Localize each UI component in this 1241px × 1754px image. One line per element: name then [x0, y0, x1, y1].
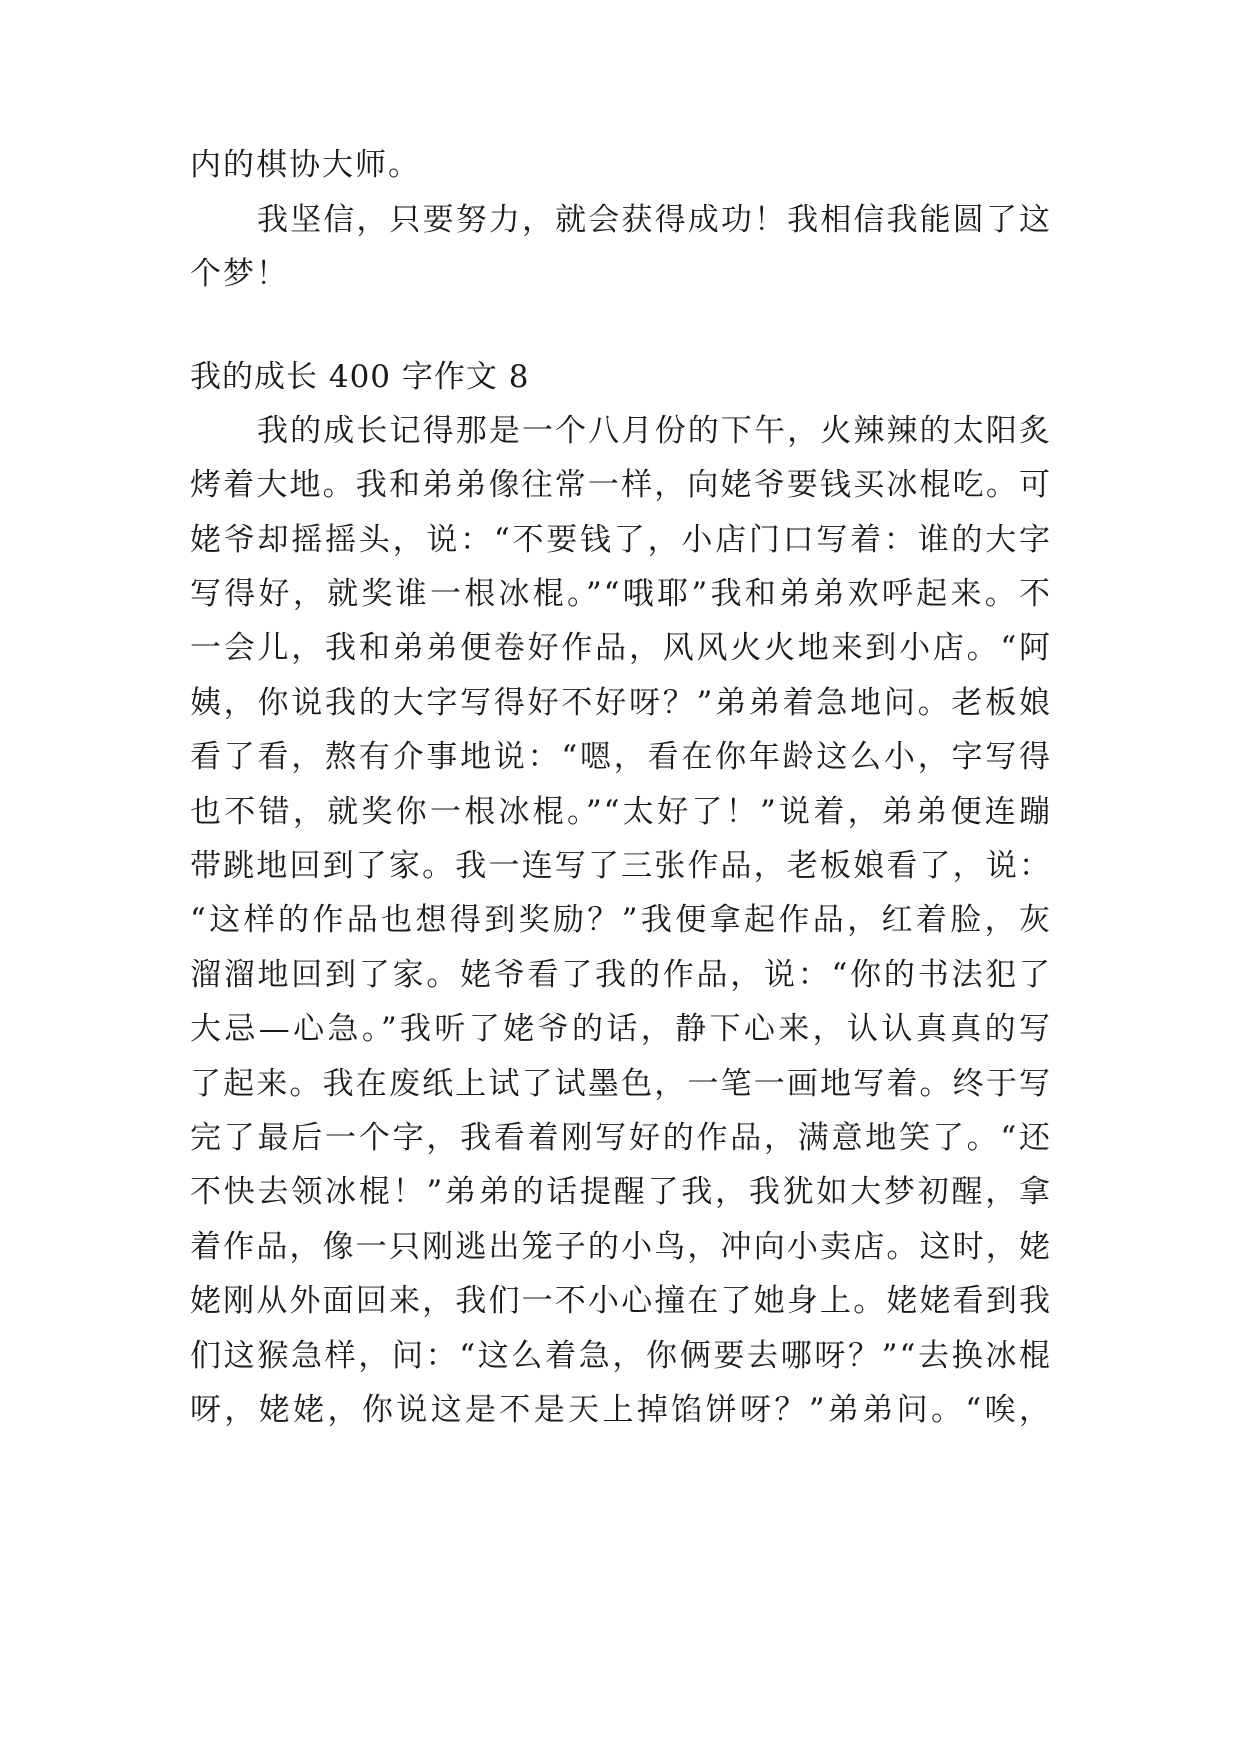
essay-line: 也不错，就奖你一根冰棍。”“太好了！”说着，弟弟便连蹦 — [190, 794, 1052, 830]
essay-line: 溜溜地回到了家。姥爷看了我的作品，说：“你的书法犯了 — [190, 957, 1052, 993]
essay-line: 姥爷却摇摇头，说：“不要钱了，小店门口写着：谁的大字 — [190, 522, 1052, 558]
essay-line: 完了最后一个字，我看着刚写好的作品，满意地笑了。“还 — [190, 1120, 1052, 1156]
essay-line: 我的成长记得那是一个八月份的下午，火辣辣的太阳炙 — [257, 413, 1052, 449]
prev-paragraph-line: 个梦！ — [190, 256, 289, 292]
essay-line: 烤着大地。我和弟弟像往常一样，向姥爷要钱买冰棍吃。可 — [190, 467, 1052, 503]
prev-paragraph-line: 我坚信，只要努力，就会获得成功！我相信我能圆了这 — [257, 202, 1052, 238]
essay-line: 们这猴急样，问：“这么着急，你俩要去哪呀？”“去换冰棍 — [190, 1338, 1052, 1374]
essay-line: 不快去领冰棍！”弟弟的话提醒了我，我犹如大梦初醒，拿 — [190, 1174, 1052, 1210]
essay-line: 看了看，熬有介事地说：“嗯，看在你年龄这么小，字写得 — [190, 739, 1052, 775]
essay-line: 姥刚从外面回来，我们一不小心撞在了她身上。姥姥看到我 — [190, 1283, 1052, 1319]
essay-line: “这样的作品也想得到奖励？”我便拿起作品，红着脸，灰 — [190, 902, 1052, 938]
essay-line: 一会儿，我和弟弟便卷好作品，风风火火地来到小店。“阿 — [190, 630, 1052, 666]
essay-line: 着作品，像一只刚逃出笼子的小鸟，冲向小卖店。这时，姥 — [190, 1229, 1052, 1265]
essay-title: 我的成长 400 字作文 8 — [190, 359, 530, 395]
essay-line: 姨，你说我的大字写得好不好呀？”弟弟着急地问。老板娘 — [190, 685, 1052, 721]
essay-line: 了起来。我在废纸上试了试墨色，一笔一画地写着。终于写 — [190, 1066, 1052, 1102]
prev-paragraph-line: 内的棋协大师。 — [190, 147, 421, 183]
essay-line: 大忌—心急。”我听了姥爷的话，静下心来，认认真真的写 — [190, 1011, 1052, 1047]
essay-line: 呀，姥姥，你说这是不是天上掉馅饼呀？”弟弟问。“唉， — [190, 1392, 1052, 1428]
essay-line: 写得好，就奖谁一根冰棍。”“哦耶”我和弟弟欢呼起来。不 — [190, 576, 1052, 612]
essay-line: 带跳地回到了家。我一连写了三张作品，老板娘看了，说： — [190, 848, 1052, 884]
